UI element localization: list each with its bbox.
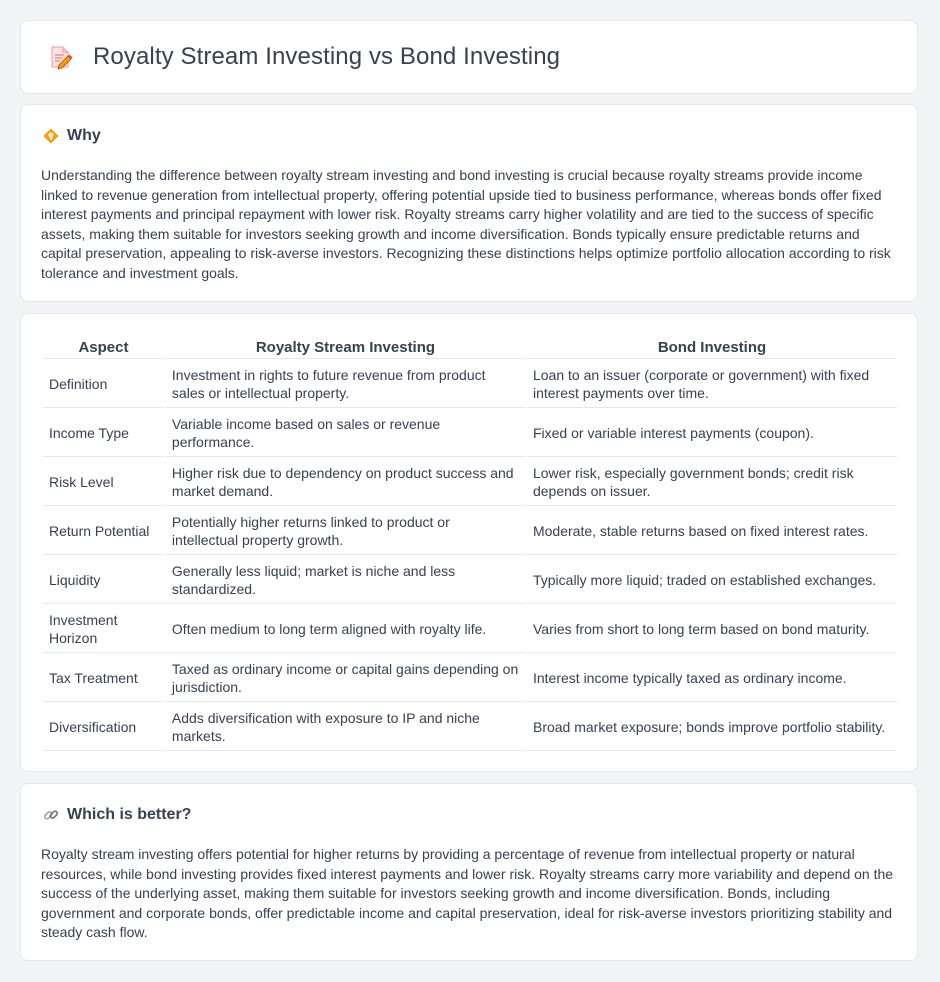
why-text: Understanding the difference between royalty stream investing and bond investing is crucial because royalty streams provide income linked to revenue generation from intellectual property, offering potential upside tied to business performance, whereas bonds offer fixed interest payments and principal repayment with lower risk. Royalty streams carry higher volatility and are tied to the success of specific assets, making them suitable for investors seeking growth and income diversification. Bonds typically ensure predictable returns and capital preservation, appealing to risk-averse investors. Recognizing these distinctions helps optimize portfolio allocation according to risk tolerance and investment goals.: [41, 167, 891, 281]
aspect-cell: Income Type: [43, 410, 164, 457]
royalty-cell: Potentially higher returns linked to product or intellectual property growth.: [166, 508, 525, 555]
royalty-cell: Often medium to long term aligned with royalty life.: [166, 606, 525, 653]
link-icon: [43, 807, 59, 823]
aspect-cell: Diversification: [43, 704, 164, 751]
document-edit-icon: [47, 44, 73, 70]
bond-cell: Typically more liquid; traded on established exchanges.: [527, 557, 897, 604]
table-row: [43, 655, 897, 702]
column-header: Aspect: [43, 337, 164, 359]
table-row: [43, 459, 897, 506]
why-header: [43, 127, 101, 145]
bond-cell: Broad market exposure; bonds improve portfolio stability.: [527, 704, 897, 751]
table-row: [43, 606, 897, 653]
table-row: [43, 704, 897, 751]
royalty-cell: Variable income based on sales or revenue performance.: [166, 410, 525, 457]
table-row: [43, 557, 897, 604]
table-row: [43, 410, 897, 457]
better-header: [43, 806, 191, 824]
why-card: [20, 104, 918, 302]
royalty-cell: Higher risk due to dependency on product success and market demand.: [166, 459, 525, 506]
page-title: Royalty Stream Investing vs Bond Investing: [93, 43, 561, 70]
royalty-cell: Adds diversification with exposure to IP and niche markets.: [166, 704, 525, 751]
aspect-cell: Tax Treatment: [43, 655, 164, 702]
table-header-row: [43, 337, 897, 359]
table-row: [43, 361, 897, 408]
aspect-cell: Risk Level: [43, 459, 164, 506]
bond-cell: Interest income typically taxed as ordinary income.: [527, 655, 897, 702]
aspect-cell: Definition: [43, 361, 164, 408]
royalty-cell: Taxed as ordinary income or capital gains depending on jurisdiction.: [166, 655, 525, 702]
column-header: Royalty Stream Investing: [166, 337, 525, 359]
lightbulb-diamond-icon: [43, 128, 59, 144]
comparison-table: [41, 335, 899, 753]
bond-cell: Moderate, stable returns based on fixed interest rates.: [527, 508, 897, 555]
title-card: [20, 20, 918, 94]
bond-cell: Varies from short to long term based on bond maturity.: [527, 606, 897, 653]
table-row: [43, 508, 897, 555]
royalty-cell: Investment in rights to future revenue from product sales or intellectual property.: [166, 361, 525, 408]
aspect-cell: Investment Horizon: [43, 606, 164, 653]
better-heading: Which is better?: [67, 806, 192, 823]
comparison-card: [20, 313, 918, 772]
royalty-cell: Generally less liquid; market is niche and less standardized.: [166, 557, 525, 604]
which-better-card: [20, 783, 918, 961]
bond-cell: Loan to an issuer (corporate or government) with fixed interest payments over time.: [527, 361, 897, 408]
column-header: Bond Investing: [527, 337, 897, 359]
aspect-cell: Liquidity: [43, 557, 164, 604]
title-row: [47, 43, 560, 71]
bond-cell: Fixed or variable interest payments (coupon).: [527, 410, 897, 457]
better-text: Royalty stream investing offers potential for higher returns by providing a percentage of revenue from intellectual property or natural resources, while bond investing provides fixed interest payments and lower risk. Royalty streams carry more variability and depend on the success of the underlying asset, making them suitable for investors seeking growth and income diversification. Bonds, including government and corporate bonds, offer predictable income and capital preservation, ideal for risk-averse investors prioritizing stability and steady cash flow.: [41, 846, 894, 941]
bond-cell: Lower risk, especially government bonds; credit risk depends on issuer.: [527, 459, 897, 506]
aspect-cell: Return Potential: [43, 508, 164, 555]
why-heading: Why: [67, 127, 101, 144]
